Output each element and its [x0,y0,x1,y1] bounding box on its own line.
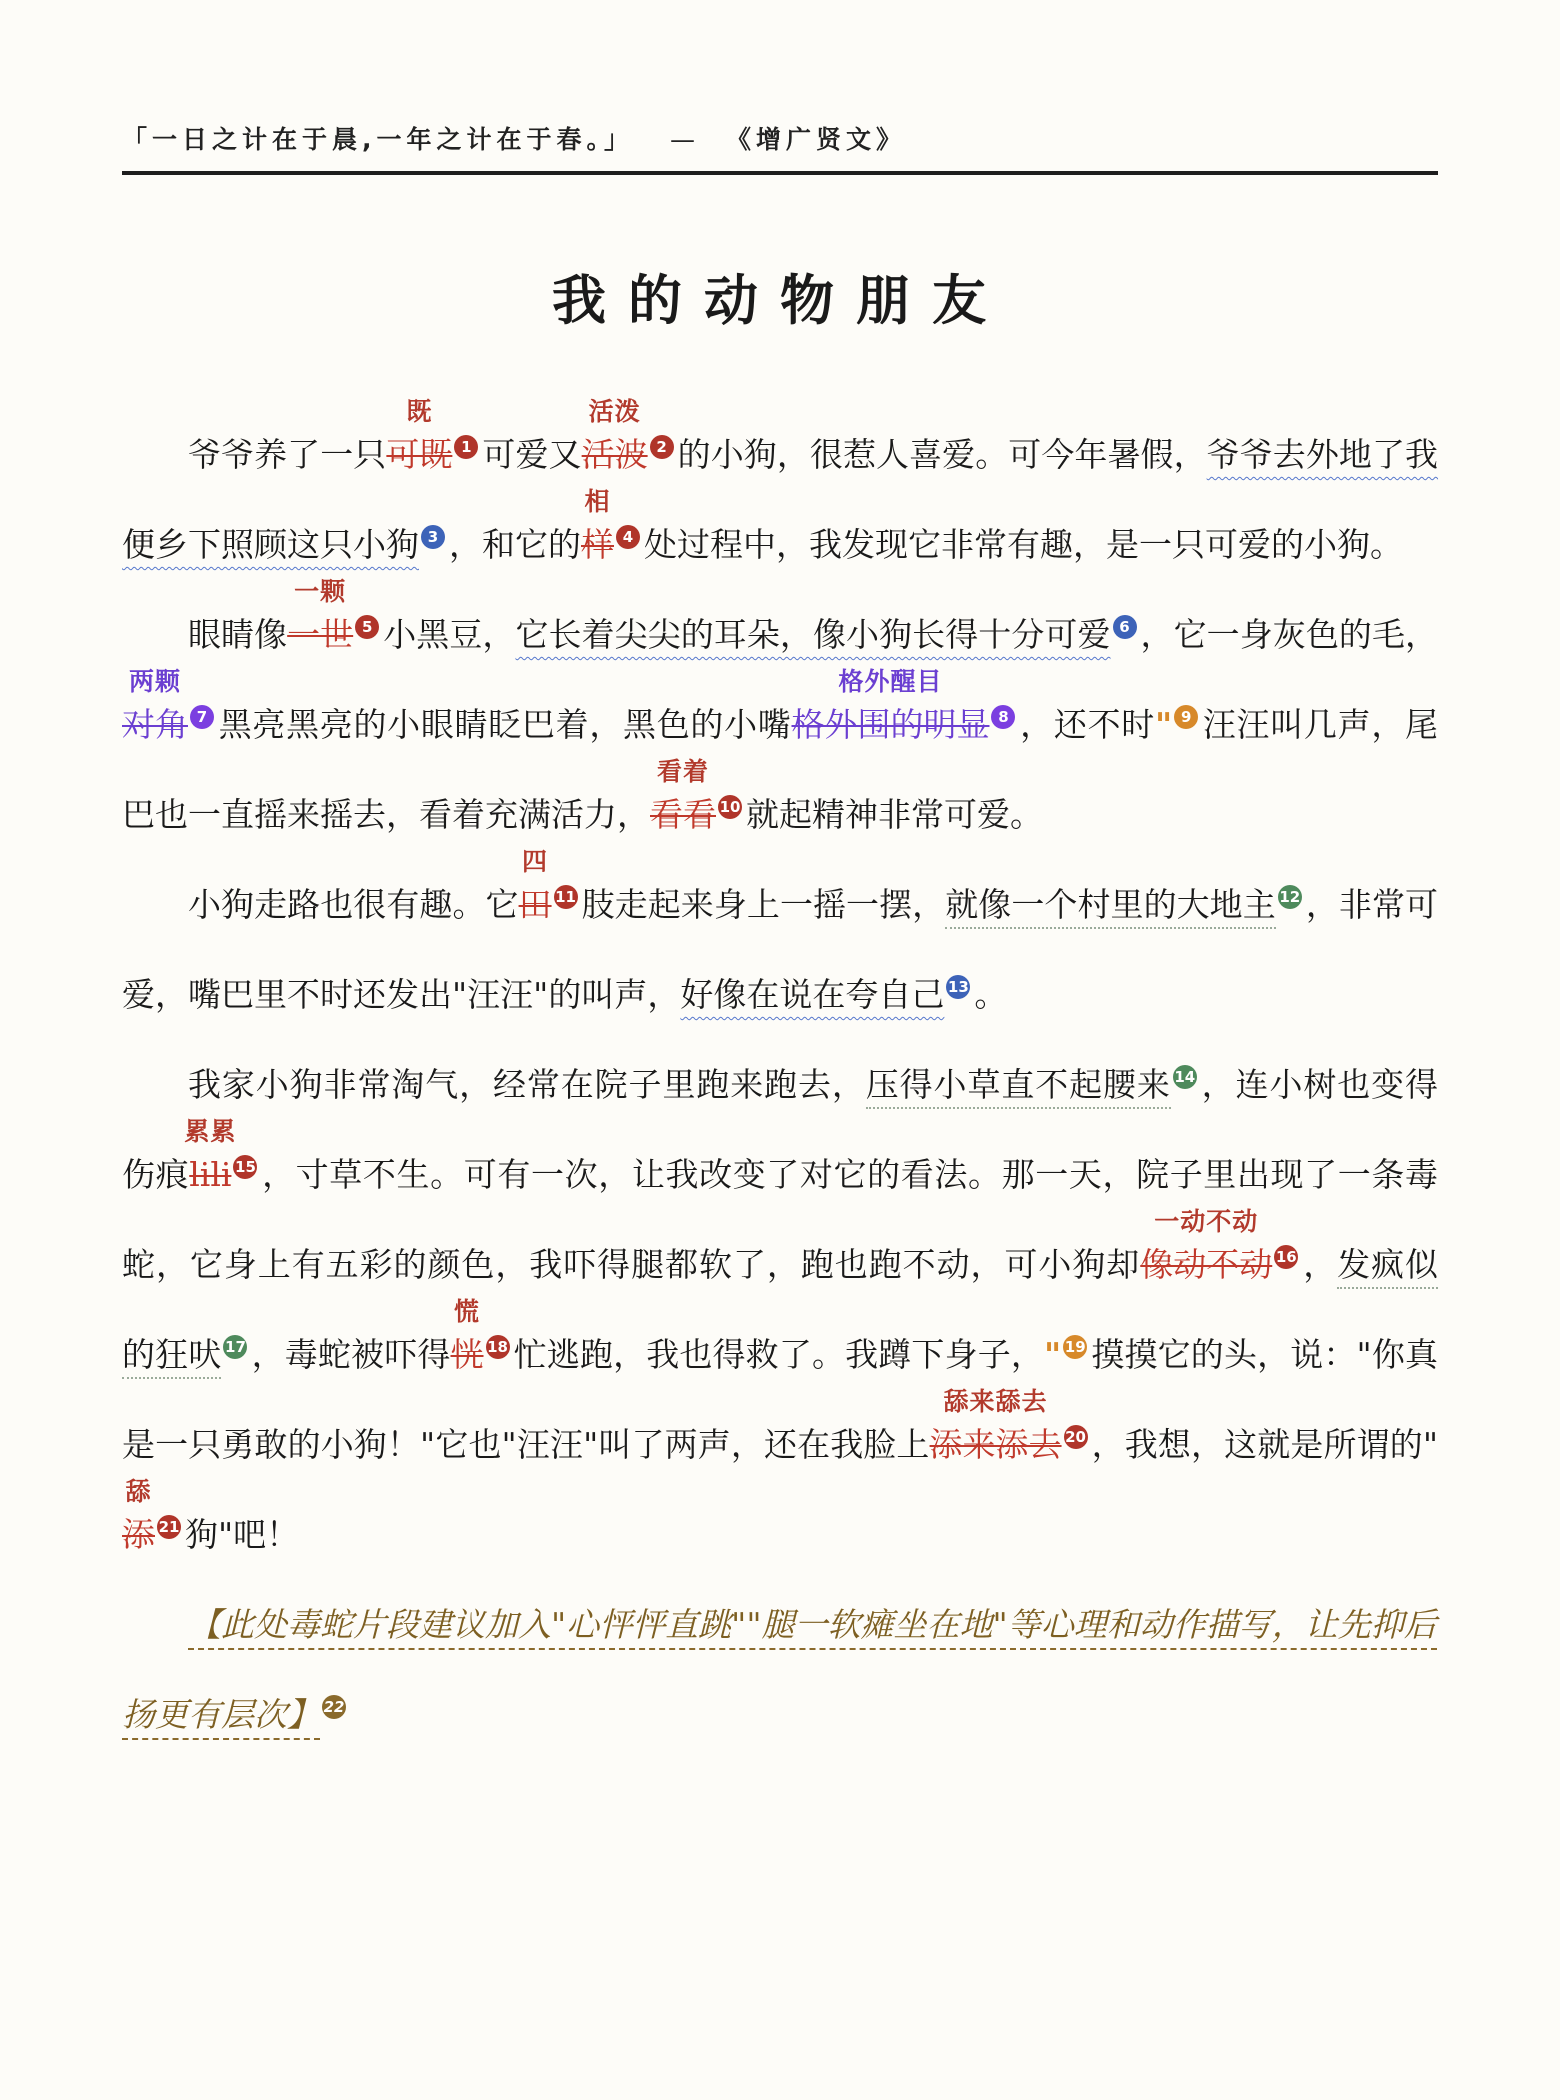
note-badge-4[interactable]: 4 [616,525,640,549]
dotted-annotation-14: 压得小草直不起腰来 [866,1065,1171,1109]
paragraph-1 [122,397,1439,590]
header-dash: — [670,125,700,154]
replacement-text: 看着 [656,757,710,786]
paragraph-2 [122,577,1439,860]
text: ，毒蛇被吓得 [251,1335,451,1374]
correction-7 [122,667,188,745]
note-badge-8[interactable]: 8 [991,705,1015,729]
correction-18 [450,1297,484,1375]
correction-11 [518,847,552,925]
note-badge-20[interactable]: 20 [1064,1425,1088,1449]
replacement-text: 活泼 [588,397,641,426]
header-source: 《增广贤文》 [726,125,907,154]
text: 小狗走路也很有趣。它 [188,885,519,924]
dotted-annotation-17: 发疯似的狂吠 [122,1245,1438,1379]
dotted-annotation-12: 就像一个村里的大地主 [945,885,1276,929]
replacement-text: 格外醒目 [838,667,943,696]
note-badge-11[interactable]: 11 [554,885,578,909]
page-title: 我的动物朋友 [552,269,1008,332]
header [122,120,1438,156]
note-badge-17[interactable]: 17 [223,1335,247,1359]
text: ，它一身灰色的毛， [1140,615,1439,654]
correction-8 [791,667,990,745]
replacement-text: 相 [584,487,611,516]
original-text: 对角 [122,705,188,744]
note-badge-3[interactable]: 3 [421,525,445,549]
text: ，和它的 [449,525,581,564]
correction-5 [287,577,354,655]
text: ，寸草不生。可有一次，让我改变了对它的看法。那一天，院子里出现了一条毒蛇，它身上有五彩的颜色，我吓得腿都软了，跑也跑不动，可小狗却 [122,1155,1439,1284]
wavy-annotation-6: 它长着尖尖的耳朵，像小狗长得十分可爱 [515,615,1111,654]
correction-15 [184,1117,237,1195]
correction-2 [581,397,648,475]
text: 的小狗，很惹人喜爱。可今年暑假， [677,435,1207,474]
inserted-quote-mark: " [1044,1335,1062,1374]
suggestion-note [122,1580,1438,1760]
replacement-text: 一颗 [294,577,347,606]
correction-10 [650,757,716,835]
original-text: 格外围的明显 [791,705,990,744]
original-text: 一世 [287,615,354,654]
replacement-text: 两颗 [128,667,182,696]
original-text: lili [189,1155,232,1194]
original-text: 添来添去 [929,1425,1062,1464]
wavy-annotation-3: 爷爷去外地了我便乡下照顾这只小狗 [122,435,1439,564]
paragraph-4 [122,1040,1438,1580]
text: ，还不时 [1019,705,1155,744]
replacement-text: 一动不动 [1154,1207,1259,1236]
paragraph-3 [122,847,1439,1040]
note-badge-7[interactable]: 7 [190,705,214,729]
text: 狗"吧！ [185,1515,300,1554]
note-badge-18[interactable]: 18 [486,1335,510,1359]
header-quote: 「一日之计在于晨,一年之计在于春。」 [122,125,634,154]
text: 我家小狗非常淘气，经常在院子里跑来跑去， [188,1065,866,1104]
suggestion-text: 【此处毒蛇片段建议加入"心怦怦直跳""腿一软瘫坐在地"等心理和动作描写，让先抑后扬更有层次】 [122,1605,1437,1740]
note-badge-14[interactable]: 14 [1173,1065,1197,1089]
text: 黑亮黑亮的小眼睛眨巴着，黑色的小嘴 [218,705,792,744]
text: 可爱又 [482,435,582,474]
inserted-quote-mark: " [1154,705,1173,744]
note-badge-12[interactable]: 12 [1278,885,1302,909]
text: ，非常可爱，嘴巴里不时还发出"汪汪"的叫声， [122,885,1439,1014]
text: ，我想，这就是所谓的" [1091,1425,1438,1464]
note-badge-2[interactable]: 2 [650,435,674,459]
correction-4 [581,487,614,565]
replacement-text: 舔 [125,1477,152,1506]
text: 眼睛像 [188,615,288,654]
original-text: 活波 [581,435,648,474]
text: 处过程中，我发现它非常有趣，是一只可爱的小狗。 [644,525,1403,564]
text: ，连小树也变得伤痕 [122,1065,1439,1194]
replacement-text: 累累 [184,1117,237,1146]
text: 摸摸它的头，说："你真是一只勇敢的小狗！"它也"汪汪"叫了两声，还在我脸上 [122,1335,1439,1464]
original-text: 添 [122,1515,155,1554]
note-badge-19[interactable]: 19 [1063,1335,1087,1359]
original-text: 可既 [386,435,453,474]
original-text: 像动不动 [1140,1245,1273,1284]
correction-16 [1140,1207,1273,1285]
note-badge-10[interactable]: 10 [718,795,742,819]
note-badge-16[interactable]: 16 [1274,1245,1298,1269]
note-badge-22[interactable]: 22 [322,1695,346,1719]
note-badge-21[interactable]: 21 [157,1515,181,1539]
text: 爷爷养了一只 [188,435,387,474]
text: 。 [974,975,1008,1014]
note-badge-15[interactable]: 15 [233,1155,257,1179]
wavy-annotation-13: 好像在说在夸自己 [680,975,945,1014]
original-text: 看看 [650,795,716,834]
text: 就起精神非常可爱。 [746,795,1043,834]
text: 小黑豆， [383,615,516,654]
note-badge-1[interactable]: 1 [454,435,478,459]
text: 肢走起来身上一摇一摆， [581,885,946,924]
replacement-text: 四 [522,847,549,876]
text: ， [1302,1245,1338,1284]
note-badge-6[interactable]: 6 [1113,615,1137,639]
note-badge-9[interactable]: 9 [1174,705,1198,729]
correction-1 [386,397,453,475]
note-badge-5[interactable]: 5 [355,615,379,639]
original-text: 田 [518,885,552,924]
replacement-text: 既 [406,397,433,426]
correction-21 [122,1477,155,1555]
original-text: 样 [581,525,614,564]
text: 汪汪叫几声，尾巴也一直摇来摇去，看着充满活力， [122,705,1439,834]
correction-20 [929,1387,1062,1465]
replacement-text: 慌 [453,1297,481,1326]
header-rule [122,171,1438,175]
note-badge-13[interactable]: 13 [946,975,970,999]
replacement-text: 舔来舔去 [943,1387,1048,1416]
essay-body [122,397,1439,1760]
original-text: 恍 [450,1335,484,1374]
text: 忙逃跑，我也得救了。我蹲下身子， [513,1335,1045,1374]
